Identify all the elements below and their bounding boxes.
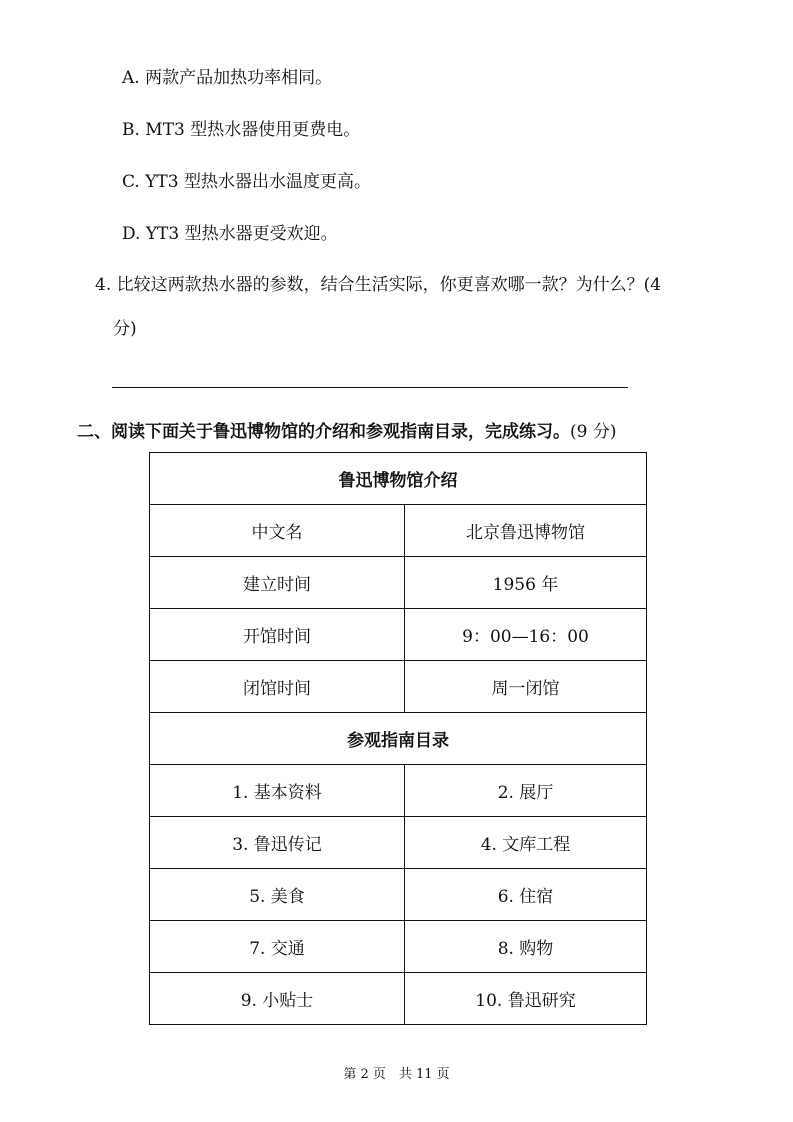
option-b: B. MT3 型热水器使用更费电。: [122, 120, 361, 140]
table-row: [150, 713, 647, 765]
guide-item: 3. 鲁迅传记: [150, 817, 405, 869]
museum-table: [149, 452, 647, 1025]
table-row: [150, 817, 647, 869]
row-label: 闭馆时间: [150, 661, 405, 713]
question-4: 4. 比较这两款热水器的参数，结合生活实际，你更喜欢哪一款？为什么？(4: [95, 275, 662, 295]
row-label: 建立时间: [150, 557, 405, 609]
row-label: 中文名: [150, 505, 405, 557]
table-row: [150, 869, 647, 921]
option-a: A. 两款产品加热功率相同。: [122, 68, 333, 88]
table-row: [150, 505, 647, 557]
page-footer: 第 2 页 共 11 页: [343, 1067, 450, 1082]
table-row: [150, 921, 647, 973]
section-title-text: 二、阅读下面关于鲁迅博物馆的介绍和参观指南目录，完成练习。: [77, 422, 570, 442]
guide-item: 4. 文库工程: [405, 817, 647, 869]
option-c: C. YT3 型热水器出水温度更高。: [122, 172, 371, 192]
table-row: [150, 765, 647, 817]
guide-item: 10. 鲁迅研究: [405, 973, 647, 1025]
guide-item: 6. 住宿: [405, 869, 647, 921]
table-row: [150, 973, 647, 1025]
intro-title: 鲁迅博物馆介绍: [150, 453, 647, 505]
section-points: (9 分): [570, 422, 617, 442]
option-d: D. YT3 型热水器更受欢迎。: [122, 224, 338, 244]
table-row: [150, 557, 647, 609]
guide-item: 8. 购物: [405, 921, 647, 973]
row-value: 1956 年: [405, 557, 647, 609]
guide-item: 1. 基本资料: [150, 765, 405, 817]
question-4-continued: 分): [113, 319, 137, 339]
guide-item: 5. 美食: [150, 869, 405, 921]
table-row: [150, 661, 647, 713]
row-label: 开馆时间: [150, 609, 405, 661]
row-value: 9：00—16：00: [405, 609, 647, 661]
guide-item: 7. 交通: [150, 921, 405, 973]
table-row: [150, 609, 647, 661]
answer-line[interactable]: [112, 387, 628, 388]
guide-title: 参观指南目录: [150, 713, 647, 765]
guide-item: 9. 小贴士: [150, 973, 405, 1025]
guide-item: 2. 展厅: [405, 765, 647, 817]
section-title: [77, 419, 616, 445]
row-value: 周一闭馆: [405, 661, 647, 713]
row-value: 北京鲁迅博物馆: [405, 505, 647, 557]
table-row: [150, 453, 647, 505]
